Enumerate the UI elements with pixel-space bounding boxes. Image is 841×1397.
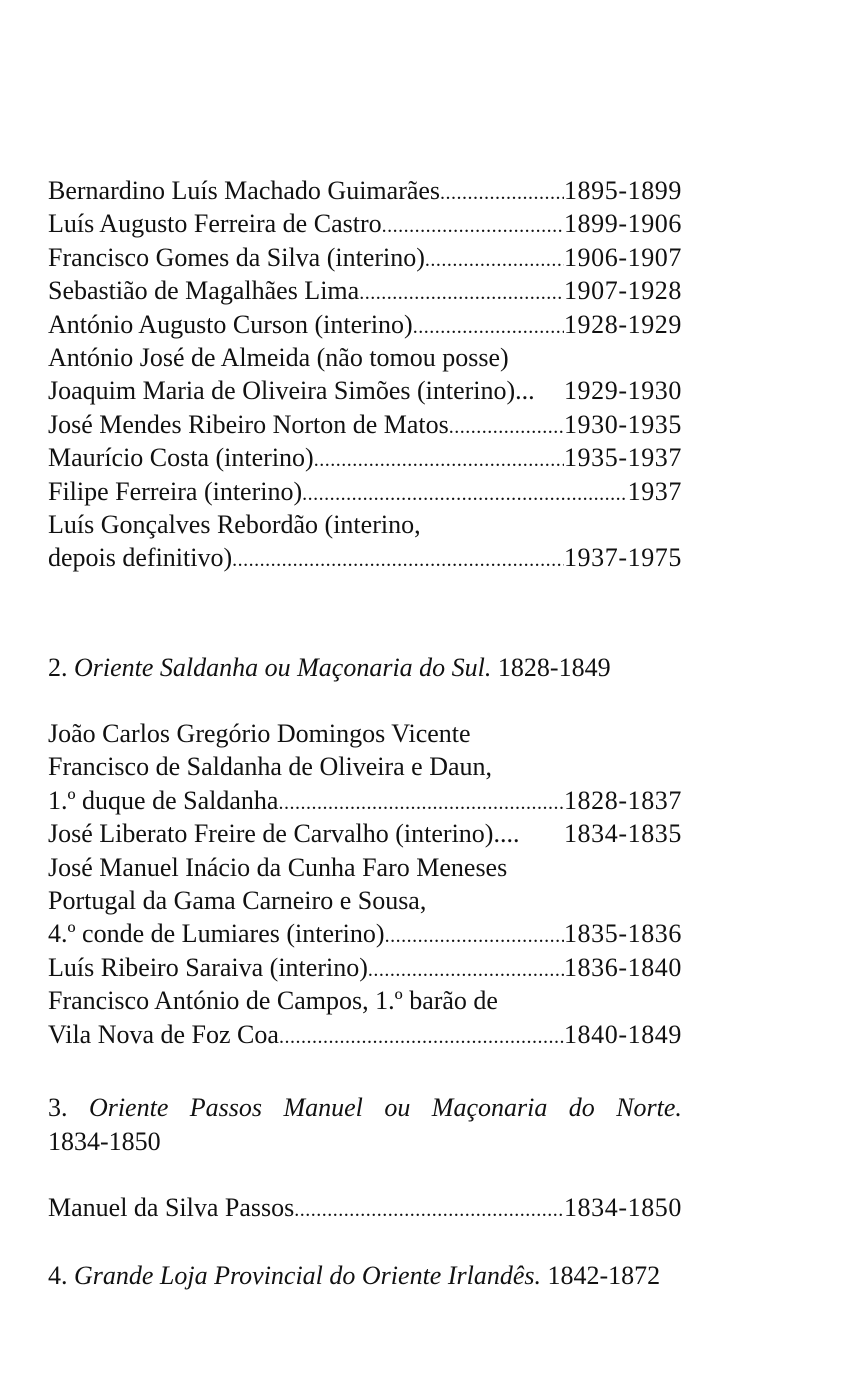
grand-masters-list-1 <box>48 174 682 575</box>
list-item: António Augusto Curson (interino) ..... 1928-1929 <box>48 308 682 341</box>
list-item: 4.º conde de Lumiares (interino) ..... 1835-1836 <box>48 917 682 950</box>
list-item: depois definitivo) ..... 1937-1975 <box>48 541 682 574</box>
list-item: Vila Nova de Foz Coa ..... 1840-1849 <box>48 1018 682 1051</box>
list-item: Manuel da Silva Passos ..... 1834-1850 <box>48 1191 682 1224</box>
section-4-heading: 4. Grande Loja Provincial do Oriente Irlandês. 1842-1872 <box>48 1261 661 1290</box>
list-item: Francisco António de Campos, 1.º barão de <box>48 986 498 1016</box>
list-item: Francisco de Saldanha de Oliveira e Daun, <box>48 752 493 782</box>
grand-masters-list-3 <box>48 1191 682 1224</box>
list-item: Francisco Gomes da Silva (interino) ..... 1906-1907 <box>48 241 682 274</box>
list-item: João Carlos Gregório Domingos Vicente <box>48 719 471 748</box>
list-item: Filipe Ferreira (interino) ..... 1937 <box>48 475 682 508</box>
grand-masters-list-2 <box>48 717 682 1051</box>
list-item: José Liberato Freire de Carvalho (interino).... 1834-1835 <box>48 819 682 849</box>
list-item: Bernardino Luís Machado Guimarães ..... 1895-1899 <box>48 174 682 207</box>
list-item: Maurício Costa (interino) ..... 1935-1937 <box>48 441 682 474</box>
list-item: José Mendes Ribeiro Norton de Matos ..... 1930-1935 <box>48 408 682 441</box>
list-item: Joaquim Maria de Oliveira Simões (interino)... 1929-1930 <box>48 376 682 406</box>
list-item: José Manuel Inácio da Cunha Faro Meneses <box>48 852 508 882</box>
section-3-heading: 3. Oriente Passos Manuel ou Maçonaria do Norte. <box>48 1093 682 1122</box>
section-2-heading: 2. Oriente Saldanha ou Maçonaria do Sul. 1828-1849 <box>48 653 611 682</box>
list-item: Luís Augusto Ferreira de Castro ..... 1899-1906 <box>48 207 682 240</box>
list-item: Sebastião de Magalhães Lima ..... 1907-1928 <box>48 274 682 307</box>
list-item: Luís Ribeiro Saraiva (interino) ..... 1836-1840 <box>48 951 682 984</box>
list-item: Portugal da Gama Carneiro e Sousa, <box>48 885 427 915</box>
section-3-years: 1834-1850 <box>48 1127 161 1156</box>
list-item: António José de Almeida (não tomou posse) <box>48 342 509 372</box>
list-item: 1.º duque de Saldanha ..... 1828-1837 <box>48 784 682 817</box>
list-item: Luís Gonçalves Rebordão (interino, <box>48 509 421 539</box>
